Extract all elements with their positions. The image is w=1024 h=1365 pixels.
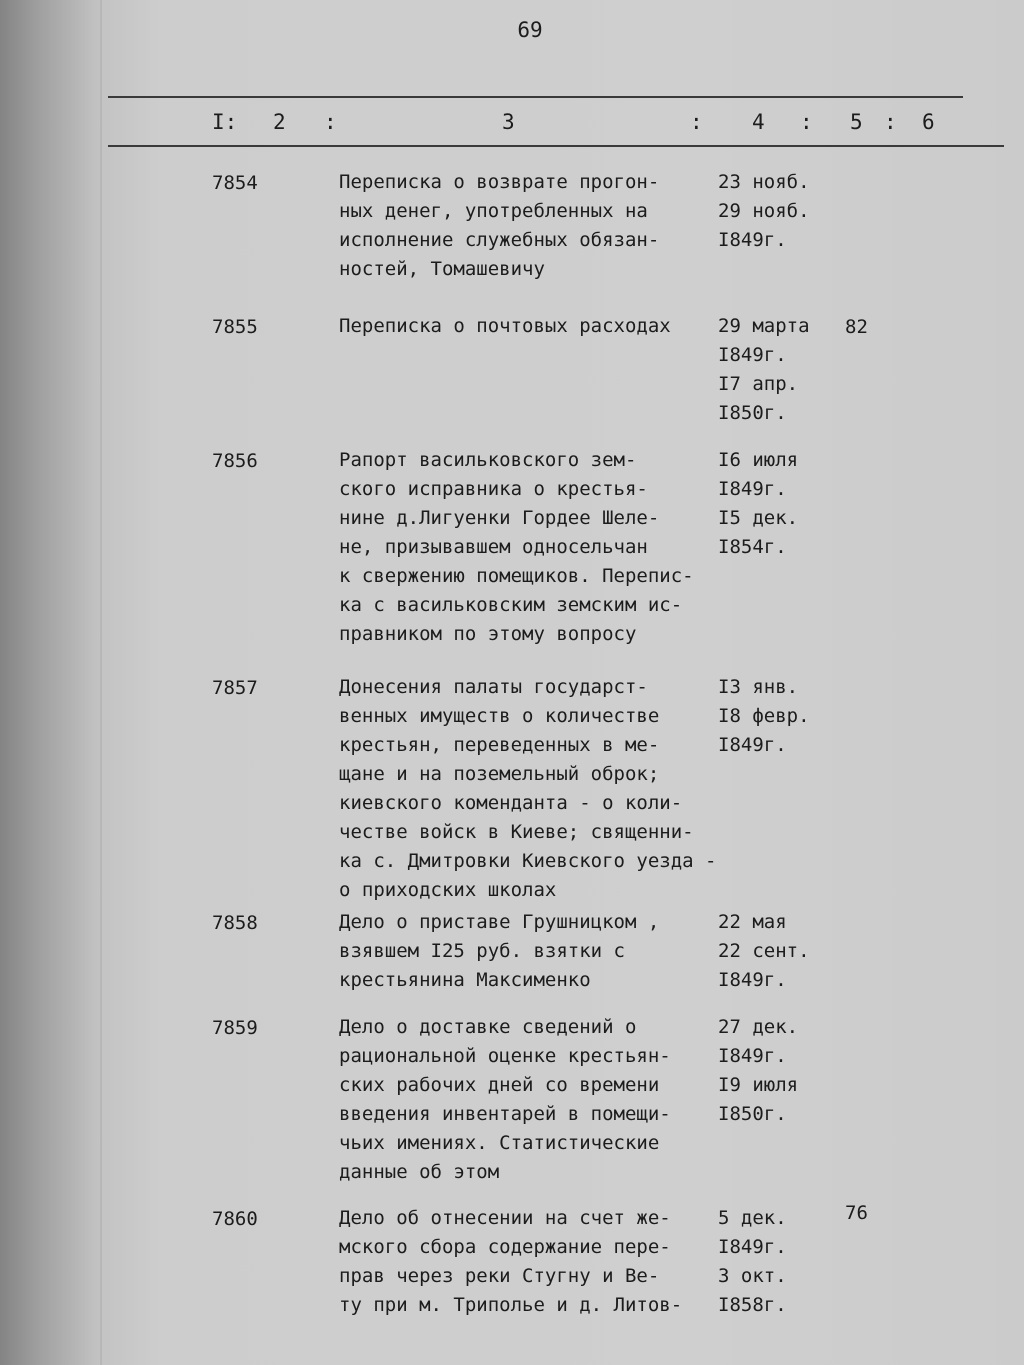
entry-dates [718,1013,798,1129]
description-line: исполнение служебных обязан- [339,229,660,251]
entry-description [339,168,714,284]
description-line: чьих имениях. Статистические [339,1132,660,1154]
description-line: мского сбора содержание пере- [339,1236,671,1258]
header-separator: : [324,110,337,134]
date-line: I6 июля [718,449,799,471]
description-line: ностей, Томашевичу [339,258,545,280]
entry-number: 7854 [212,172,258,194]
date-line: I8 февр. [718,705,810,727]
description-line: правником по этому вопросу [339,623,637,645]
entry-description [339,908,714,995]
entry-description [339,673,717,905]
entry-number: 7856 [212,450,258,472]
description-line: венных имуществ о количестве [339,705,660,727]
date-line: I850г. [718,402,787,424]
date-line: I849г. [718,1045,787,1067]
header-bottom-rule [108,145,1004,147]
description-line: прав через реки Стугну и Ве- [339,1265,660,1287]
page-fold [100,0,102,1365]
description-line: щане и на поземельный оброк; [339,763,660,785]
date-line: I858г. [718,1294,787,1316]
description-line: рациональной оценке крестьян- [339,1045,671,1067]
date-line: 5 дек. [718,1207,787,1229]
entry-number: 7858 [212,912,258,934]
entry-description [339,446,714,649]
entry-number: 7860 [212,1208,258,1230]
entry-sheet-count: 76 [845,1202,868,1224]
description-line: киевского коменданта - о коли- [339,792,683,814]
header-col-2: 2 [273,110,286,134]
description-line: о приходских школах [339,879,557,901]
description-line: введения инвентарей в помещи- [339,1103,671,1125]
header-col-4: 4 [752,110,765,134]
date-line: I849г. [718,229,787,251]
page-number: 69 [517,18,543,42]
entry-number: 7857 [212,677,258,699]
date-line: I5 дек. [718,507,799,529]
description-line: нине д.Лигуенки Гордее Шеле- [339,507,660,529]
description-line: крестьянина Максименко [339,969,591,991]
date-line: 29 нояб. [718,200,810,222]
description-line: к свержению помещиков. Перепис- [339,565,694,587]
facing-page-edge [0,0,95,1365]
description-line: Дело о доставке сведений о [339,1016,637,1038]
entry-dates [718,1204,787,1320]
description-line: ка с. Дмитровки Киевского уезда - [339,850,717,872]
date-line: 29 марта [718,315,810,337]
entry-dates [718,446,798,562]
entry-number: 7855 [212,316,258,338]
description-line: ту при м. Триполье и д. Литов- [339,1294,683,1316]
header-col-5: 5 [850,110,863,134]
date-line: I3 янв. [718,676,799,698]
date-line: 3 окт. [718,1265,787,1287]
date-line: 23 нояб. [718,171,810,193]
date-line: I849г. [718,1236,787,1258]
description-line: ских рабочих дней со времени [339,1074,660,1096]
description-line: Переписка о возврате прогон- [339,171,660,193]
header-col-6: 6 [922,110,935,134]
entry-number: 7859 [212,1017,258,1039]
date-line: I7 апр. [718,373,799,395]
header-col-1: I: [212,110,238,134]
entry-dates [718,312,810,428]
date-line: 22 мая [718,911,787,933]
description-line: взявшем I25 руб. взятки с [339,940,625,962]
description-line: данные об этом [339,1161,500,1183]
entry-dates [718,908,810,995]
entry-description [339,1204,714,1320]
entry-description [339,312,714,341]
header-separator: : [800,110,813,134]
date-line: 22 сент. [718,940,810,962]
description-line: ского исправника о крестья- [339,478,648,500]
entry-dates [718,673,810,760]
entry-description [339,1013,714,1187]
date-line: I854г. [718,536,787,558]
description-line: Дело об отнесении на счет же- [339,1207,671,1229]
description-line: честве войск в Киеве; священни- [339,821,694,843]
description-line: не, призывавшем односельчан [339,536,648,558]
date-line: I9 июля [718,1074,799,1096]
description-line: ка с васильковским земским ис- [339,594,683,616]
date-line: I849г. [718,969,787,991]
header-separator: : [690,110,703,134]
header-separator: : [884,110,897,134]
description-line: Дело о приставе Грушницком , [339,911,660,933]
entry-sheet-count: 82 [845,316,868,338]
description-line: Переписка о почтовых расходах [339,315,671,337]
date-line: 27 дек. [718,1016,799,1038]
date-line: I850г. [718,1103,787,1125]
date-line: I849г. [718,734,787,756]
description-line: ных денег, употребленных на [339,200,648,222]
description-line: крестьян, переведенных в ме- [339,734,660,756]
header-col-3: 3 [502,110,515,134]
header-top-rule [108,96,963,98]
entry-dates [718,168,810,255]
date-line: I849г. [718,478,787,500]
description-line: Рапорт васильковского зем- [339,449,637,471]
date-line: I849г. [718,344,787,366]
description-line: Донесения палаты государст- [339,676,648,698]
